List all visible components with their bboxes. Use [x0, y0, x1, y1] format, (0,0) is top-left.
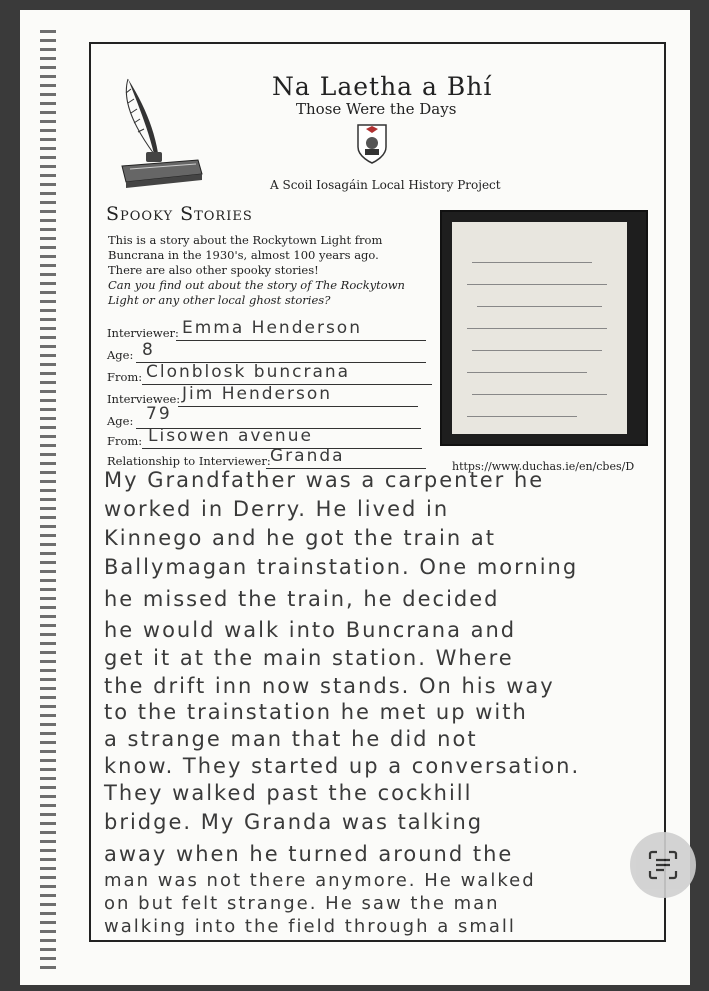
story-line: get it at the main station. Where — [104, 646, 514, 670]
intro-question-line: Can you find out about the story of The Rockytown — [108, 278, 405, 292]
interviewer-age-value: 8 — [142, 340, 155, 360]
interviewee-age-label: Age: — [107, 414, 134, 428]
interviewee-label: Interviewee: — [107, 392, 181, 406]
manuscript-photo — [440, 210, 648, 446]
story-line: Kinnego and he got the train at — [104, 526, 496, 550]
source-url: https://www.duchas.ie/en/cbes/D — [452, 460, 635, 473]
interviewee-value: Jim Henderson — [182, 384, 332, 404]
story-line: on but felt strange. He saw the man — [104, 893, 500, 914]
interviewer-from-value: Clonblosk buncrana — [146, 362, 351, 382]
story-line: to the trainstation he met up with — [104, 700, 528, 724]
interviewer-label: Interviewer: — [107, 326, 179, 340]
intro-line: Buncrana in the 1930's, almost 100 years ago. — [108, 248, 379, 262]
manuscript-page — [452, 222, 627, 434]
story-line: away when he turned around the — [104, 842, 514, 866]
story-line: he would walk into Buncrana and — [104, 618, 517, 642]
page-title: Na Laetha a Bhí — [272, 72, 493, 101]
interviewee-age-value: 79 — [146, 404, 172, 424]
story-line: a strange man that he did not — [104, 727, 478, 751]
story-line: the drift inn now stands. On his way — [104, 674, 555, 698]
story-line: he missed the train, he decided — [104, 587, 500, 611]
interviewer-from-label: From: — [107, 370, 143, 384]
story-line: know. They started up a conversation. — [104, 754, 581, 778]
story-line: man was not there anymore. He walked — [104, 870, 536, 891]
story-line: walking into the field through a small — [104, 916, 516, 937]
relationship-label: Relationship to Interviewer: — [107, 454, 271, 468]
intro-line: There are also other spooky stories! — [108, 263, 319, 277]
quill-ink-book-icon — [118, 74, 208, 194]
text-scan-button[interactable] — [630, 832, 696, 898]
text-scan-icon — [647, 849, 679, 881]
story-line: My Grandfather was a carpenter he — [104, 468, 545, 492]
interviewer-age-label: Age: — [107, 348, 134, 362]
interviewee-from-label: From: — [107, 434, 143, 448]
relationship-value: Granda — [270, 446, 345, 466]
interviewer-value: Emma Henderson — [182, 318, 362, 338]
intro-line: This is a story about the Rockytown Light from — [108, 233, 383, 247]
story-line: Ballymagan trainstation. One morning — [104, 555, 579, 579]
intro-text — [108, 233, 408, 308]
spiral-binding — [40, 30, 56, 975]
interviewee-from-value: Lisowen avenue — [148, 426, 313, 446]
school-crest-icon — [356, 123, 388, 165]
section-title: Spooky Stories — [106, 203, 253, 225]
story-line: worked in Derry. He lived in — [104, 497, 450, 521]
intro-question-line: Light or any other local ghost stories? — [108, 293, 331, 307]
story-line: They walked past the cockhill — [104, 781, 473, 805]
story-line: bridge. My Granda was talking — [104, 810, 484, 834]
page-subtitle: Those Were the Days — [296, 100, 457, 118]
project-caption: A Scoil Iosagáin Local History Project — [270, 178, 501, 192]
